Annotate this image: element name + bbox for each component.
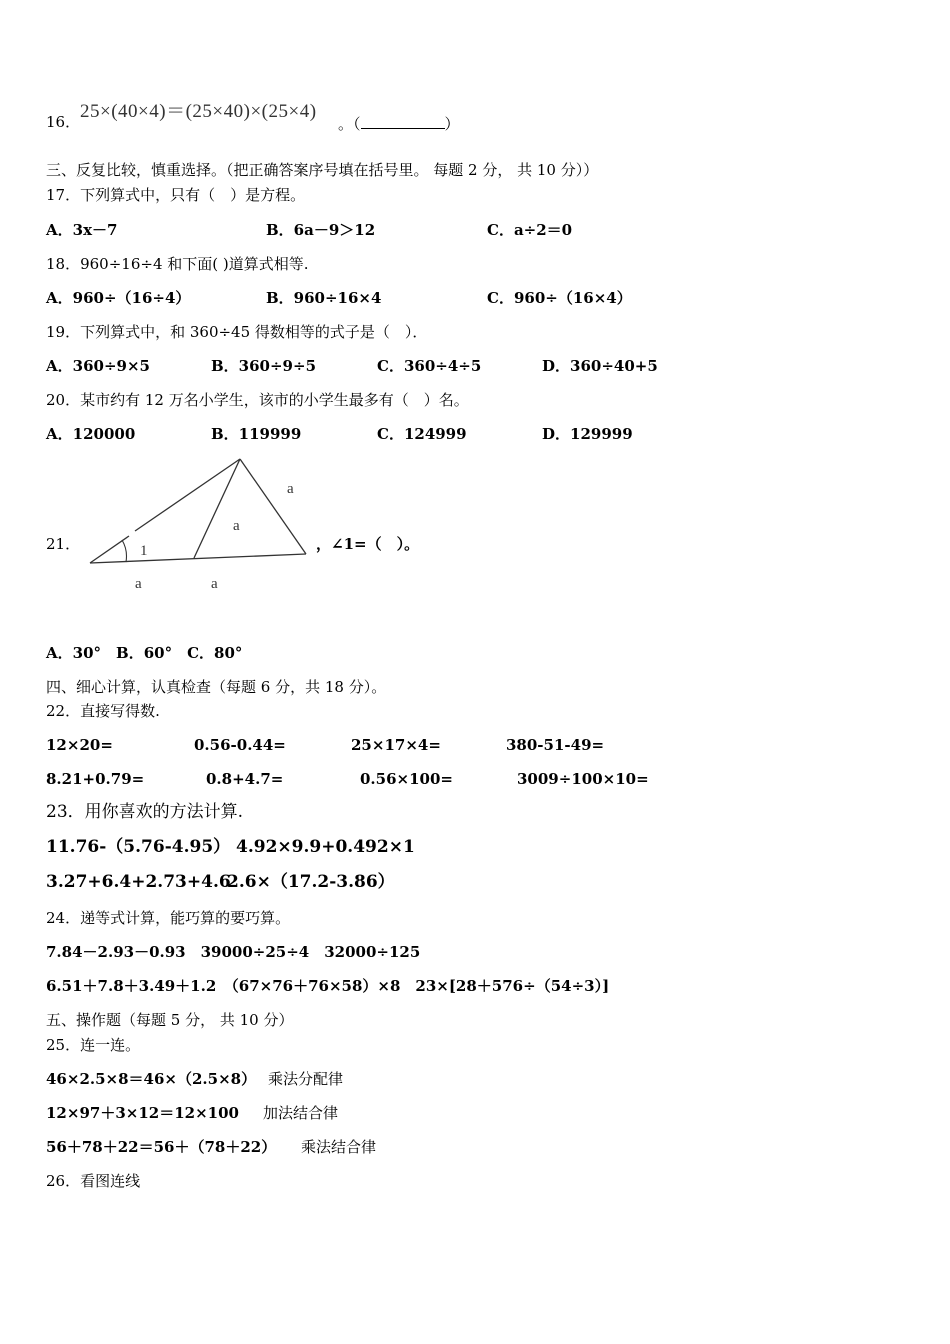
q21-suffix: ，∠1=（ ）。	[316, 535, 420, 553]
q21-number: 21．	[46, 535, 81, 553]
q25-left-item[interactable]: 56＋78＋22＝56＋（78＋22）	[46, 1138, 277, 1156]
q25-right-item[interactable]: 乘法分配律	[268, 1070, 344, 1088]
q25-left-item[interactable]: 46×2.5×8＝46×（2.5×8）	[46, 1070, 257, 1088]
section-4-heading: 四、细心计算，认真检查（每题 6 分，共 18 分）。	[46, 678, 387, 696]
q25-right-item[interactable]: 乘法结合律	[301, 1138, 377, 1156]
q20-option-d[interactable]: D．129999	[542, 425, 633, 443]
q22-item: 3009÷100×10=	[517, 770, 649, 788]
q17-option-a[interactable]: A．3x－7	[46, 221, 118, 239]
q18-option-c[interactable]: C．960÷（16×4）	[487, 289, 632, 307]
q22-item: 0.56×100=	[360, 770, 453, 788]
q21-options[interactable]: A．30° B．60° C．80°	[46, 644, 243, 662]
q22-item: 8.21+0.79=	[46, 770, 145, 788]
q23-item: 2.6×（17.2-3.86）	[227, 872, 395, 892]
side-label-a-inner: a	[233, 518, 240, 534]
q20-option-c[interactable]: C．124999	[377, 425, 467, 443]
q17-option-b[interactable]: B．6a－9＞12	[266, 221, 376, 239]
q25-stem: 25．连一连。	[46, 1036, 141, 1054]
q23-stem: 23．用你喜欢的方法计算.	[46, 802, 244, 822]
q19-stem: 19．下列算式中，和 360÷45 得数相等的式子是（ ）．	[46, 323, 428, 341]
side-label-a-bottom-left: a	[135, 576, 142, 592]
answer-blank[interactable]	[361, 114, 445, 129]
q18-stem: 18．960÷16÷4 和下面( )道算式相等.	[46, 255, 309, 273]
q20-option-a[interactable]: A．120000	[46, 425, 136, 443]
q25-right-item[interactable]: 加法结合律	[263, 1104, 339, 1122]
angle-1-label: 1	[140, 543, 148, 559]
q20-stem: 20．某市约有 12 万名小学生，该市的小学生最多有（ ）名。	[46, 391, 469, 409]
q22-item: 0.56-0.44=	[194, 736, 286, 754]
section-5-heading: 五、操作题（每题 5 分， 共 10 分）	[46, 1011, 294, 1029]
q25-left-item[interactable]: 12×97＋3×12＝12×100	[46, 1104, 239, 1122]
q24-row-2: 6.51＋7.8＋3.49＋1.2 （67×76＋76×58）×8 23×[28＋576÷（54÷3）]	[46, 977, 610, 995]
q17-option-c[interactable]: C．a÷2＝0	[487, 221, 573, 239]
q23-item: 4.92×9.9+0.492×1	[236, 837, 415, 857]
q18-option-b[interactable]: B．960÷16×4	[266, 289, 382, 307]
q16-expression: 25×(40×4)＝(25×40)×(25×4)	[80, 101, 317, 122]
side-label-a-bottom-right: a	[211, 576, 218, 592]
q20-option-b[interactable]: B．119999	[211, 425, 302, 443]
q16	[46, 112, 80, 132]
q19-option-c[interactable]: C．360÷4÷5	[377, 357, 482, 375]
side-label-a-top: a	[287, 481, 294, 497]
q19-option-d[interactable]: D．360÷40+5	[542, 357, 658, 375]
q24-stem: 24．递等式计算，能巧算的要巧算。	[46, 909, 291, 927]
q23-item: 3.27+6.4+2.73+4.6	[46, 872, 231, 892]
triangle-figure	[80, 452, 340, 602]
section-3-heading: 三、反复比较，慎重选择。（把正确答案序号填在括号里。 每题 2 分， 共 10 分））	[46, 161, 599, 179]
q19-option-a[interactable]: A．360÷9×5	[46, 357, 150, 375]
q17-stem: 17．下列算式中，只有（ ）是方程。	[46, 186, 306, 204]
q22-item: 380-51-49=	[506, 736, 605, 754]
q22-stem: 22．直接写得数.	[46, 702, 160, 720]
q16-answer: 。（ ）	[338, 115, 460, 133]
q22-item: 12×20=	[46, 736, 113, 754]
q16-number: 16．	[46, 113, 81, 131]
q24-row-1: 7.84－2.93－0.93 39000÷25÷4 32000÷125	[46, 943, 421, 961]
q22-item: 0.8+4.7=	[206, 770, 284, 788]
q22-item: 25×17×4=	[351, 736, 441, 754]
q19-option-b[interactable]: B．360÷9÷5	[211, 357, 317, 375]
q23-item: 11.76-（5.76-4.95）	[46, 837, 231, 857]
q26-stem: 26．看图连线	[46, 1172, 141, 1190]
q18-option-a[interactable]: A．960÷（16÷4）	[46, 289, 191, 307]
